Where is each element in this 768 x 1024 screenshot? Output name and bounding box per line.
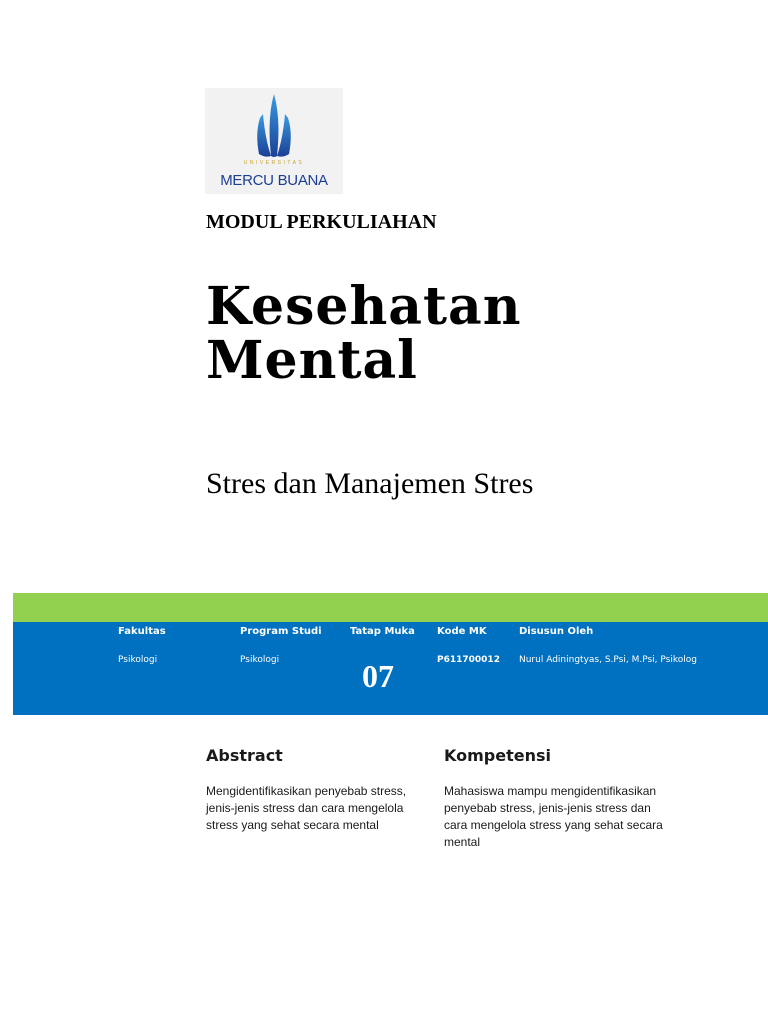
- title-line-1: Kesehatan: [206, 276, 522, 337]
- header-program-studi: Program Studi: [240, 626, 322, 637]
- logo-name: MERCU BUANA: [220, 172, 328, 189]
- abstract-heading: Abstract: [206, 746, 283, 765]
- kompetensi-body: Mahasiswa mampu mengidentifikasikan penyebab stress, jenis-jenis stress dan cara mengelola stress yang sehat secara mental: [444, 784, 663, 849]
- title-line-2: Mental: [206, 330, 418, 391]
- value-program-studi: Psikologi: [240, 655, 280, 665]
- page-subtitle: Stres dan Manajemen Stres: [206, 467, 534, 500]
- module-label: MODUL PERKULIAHAN: [206, 211, 437, 233]
- header-fakultas: Fakultas: [118, 626, 166, 637]
- university-logo: [205, 88, 343, 194]
- logo-small-text: UNIVERSITAS: [243, 160, 305, 166]
- green-divider-bar: [13, 593, 768, 622]
- value-fakultas: Psikologi: [118, 655, 158, 665]
- header-disusun-oleh: Disusun Oleh: [519, 626, 594, 637]
- info-bar: [13, 622, 768, 715]
- logo-emblem-icon: [205, 88, 343, 168]
- page-title: [206, 276, 706, 391]
- header-kode-mk: Kode MK: [437, 626, 487, 637]
- kompetensi-heading: Kompetensi: [444, 746, 551, 765]
- value-kode-mk: P611700012: [437, 655, 500, 665]
- abstract-body: Mengidentifikasikan penyebab stress, jenis-jenis stress dan cara mengelola stress yang sehat secara mental: [206, 784, 407, 832]
- value-disusun-oleh: Nurul Adiningtyas, S.Psi, M.Psi, Psikolog: [519, 655, 697, 665]
- value-tatap-muka: 07: [362, 658, 394, 694]
- header-tatap-muka: Tatap Muka: [350, 626, 415, 637]
